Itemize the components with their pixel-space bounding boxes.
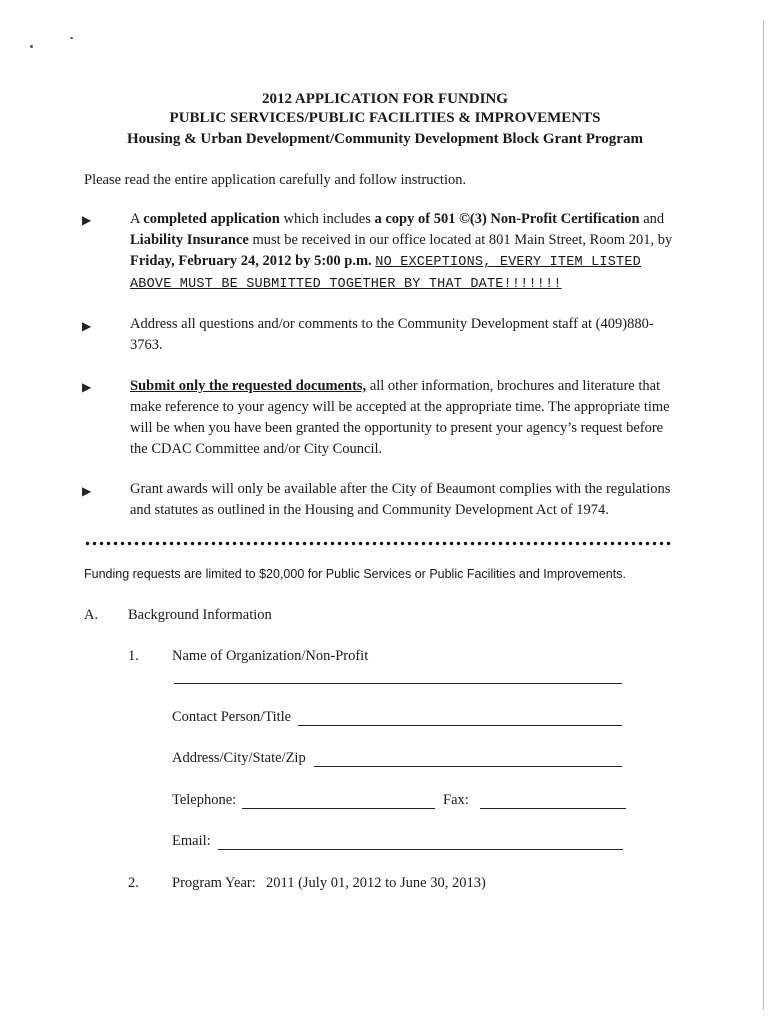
bullet-text: which includes [279, 211, 375, 227]
emphasis-text: completed application [143, 211, 280, 227]
section-title: Background Information [128, 607, 272, 623]
scan-speck [30, 45, 33, 48]
no-exceptions-notice: NO EXCEPTIONS, EVERY ITEM LISTED ABOVE MUST BE SUBMITTED TOGETHER BY THAT DATE!!!!!!! [130, 255, 641, 292]
address-field[interactable] [314, 766, 622, 767]
page-title-line-1: 2012 APPLICATION FOR FUNDING [262, 91, 508, 107]
bullet-requested-documents [130, 376, 675, 460]
bullet-arrow-icon: ▶ [82, 319, 92, 333]
page-title-line-3: Housing & Urban Development/Community Development Block Grant Program [127, 131, 643, 147]
fax-field[interactable] [480, 808, 626, 809]
bullet-arrow-icon: ▶ [82, 213, 92, 227]
bullet-text: and [639, 211, 665, 227]
contact-person-field[interactable] [298, 725, 622, 726]
telephone-field[interactable] [242, 808, 435, 809]
program-year-value: 2011 (July 01, 2012 to June 30, 2013) [266, 875, 486, 891]
bullet-text: all other information, brochures and literature that make reference to your agency will be accepted at the appropriate time. The appropriate time will be when you have been granted the opportunity to present your agency’s request before the CDAC Committee and/or City Council. [130, 378, 670, 457]
bullet-arrow-icon: ▶ [82, 380, 92, 394]
email-field[interactable] [218, 849, 623, 850]
funding-limit-note: Funding requests are limited to $20,000 for Public Services or Public Facilities and Improvements. [84, 567, 626, 581]
deadline-text: Friday, February 24, 2012 by 5:00 p.m. [130, 253, 372, 269]
bullet-contact-staff: Address all questions and/or comments to the Community Development staff at (409)880-3763. [130, 316, 654, 353]
section-letter: A. [84, 607, 99, 623]
item-number: 1. [128, 648, 139, 664]
dotted-divider [84, 541, 672, 546]
page-title-line-2: PUBLIC SERVICES/PUBLIC FACILITIES & IMPROVEMENTS [169, 110, 601, 126]
emphasis-text: Submit only the requested documents, [130, 378, 367, 394]
emphasis-text: a copy of 501 ©(3) Non-Profit Certification [374, 211, 640, 227]
organization-name-label: Name of Organization/Non-Profit [172, 648, 369, 664]
scan-speck [70, 37, 73, 39]
fax-label: Fax: [443, 792, 469, 808]
bullet-grant-awards: Grant awards will only be available after the City of Beaumont complies with the regulations and statutes as outlined in the Housing and Community Development Act of 1974. [130, 481, 671, 518]
bullet-text: must be received in our office located at 801 Main Street, Room 201, by [248, 232, 673, 248]
intro-text: Please read the entire application carefully and follow instruction. [84, 172, 467, 188]
bullet-arrow-icon: ▶ [82, 484, 92, 498]
email-label: Email: [172, 833, 211, 849]
bullet-submission-requirements [130, 209, 675, 295]
emphasis-text: Liability Insurance [130, 232, 249, 248]
telephone-label: Telephone: [172, 792, 237, 808]
address-label: Address/City/State/Zip [172, 750, 306, 766]
contact-person-label: Contact Person/Title [172, 709, 292, 725]
program-year-label: Program Year: [172, 875, 256, 891]
bullet-text: A [130, 211, 144, 227]
organization-name-field[interactable] [174, 683, 622, 684]
item-number: 2. [128, 875, 139, 891]
scan-edge [763, 20, 764, 1010]
